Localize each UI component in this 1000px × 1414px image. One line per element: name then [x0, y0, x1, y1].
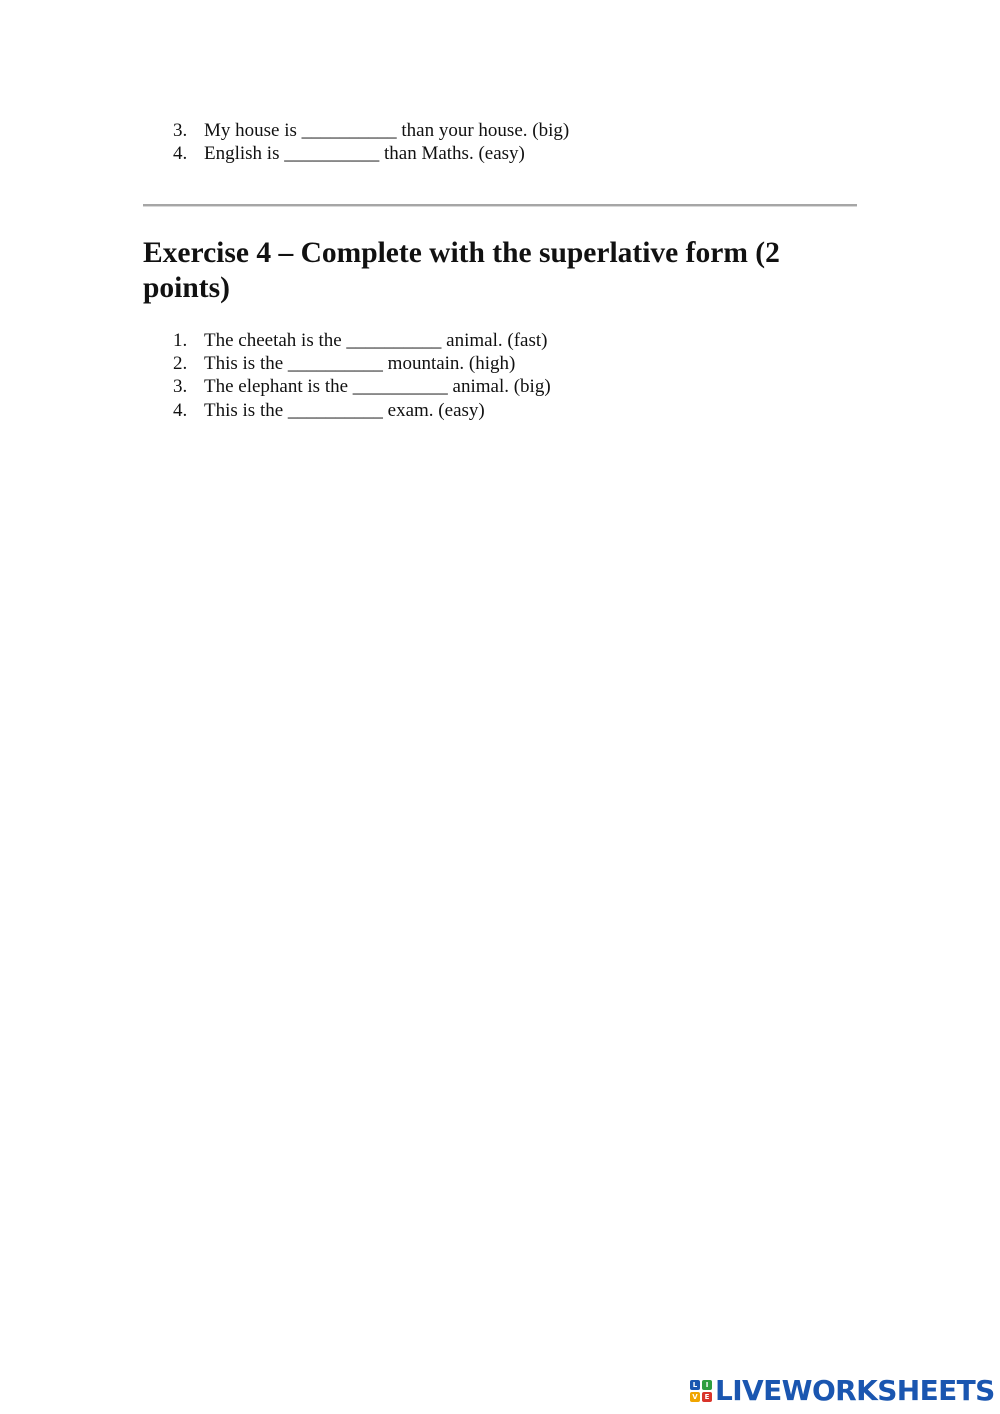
logo-letter-i: I — [702, 1380, 712, 1390]
item-text: My house is __________ than your house. (big) — [204, 120, 570, 141]
item-number: 1. — [173, 330, 188, 351]
exercise4-list — [173, 329, 551, 422]
logo-letter-l: L — [690, 1380, 700, 1390]
list-item — [173, 399, 551, 422]
logo-letter-e: E — [702, 1392, 712, 1402]
item-text: This is the __________ exam. (easy) — [204, 399, 485, 421]
item-text: This is the __________ mountain. (high) — [204, 353, 516, 375]
list-item — [173, 352, 551, 375]
list-item — [173, 119, 569, 142]
item-number: 3. — [173, 376, 188, 398]
item-text: The cheetah is the __________ animal. (fast) — [204, 330, 548, 351]
section-divider — [143, 204, 857, 207]
logo-letter-v: V — [690, 1392, 700, 1402]
list-item — [173, 142, 569, 165]
exercise4-heading: Exercise 4 – Complete with the superlative form (2 points) — [143, 237, 780, 304]
item-number: 4. — [173, 399, 188, 421]
item-number: 4. — [173, 143, 188, 165]
item-text: The elephant is the __________ animal. (big) — [204, 376, 551, 398]
logo-text: LIVEWORKSHEETS — [715, 1374, 995, 1407]
list-item — [173, 375, 551, 398]
live-logo-icon — [690, 1380, 712, 1402]
item-number: 3. — [173, 120, 188, 141]
exercise3-list — [173, 119, 569, 165]
list-item — [173, 329, 551, 352]
liveworksheets-logo[interactable] — [690, 1374, 995, 1408]
item-text: English is __________ than Maths. (easy) — [204, 143, 525, 165]
item-number: 2. — [173, 353, 188, 375]
